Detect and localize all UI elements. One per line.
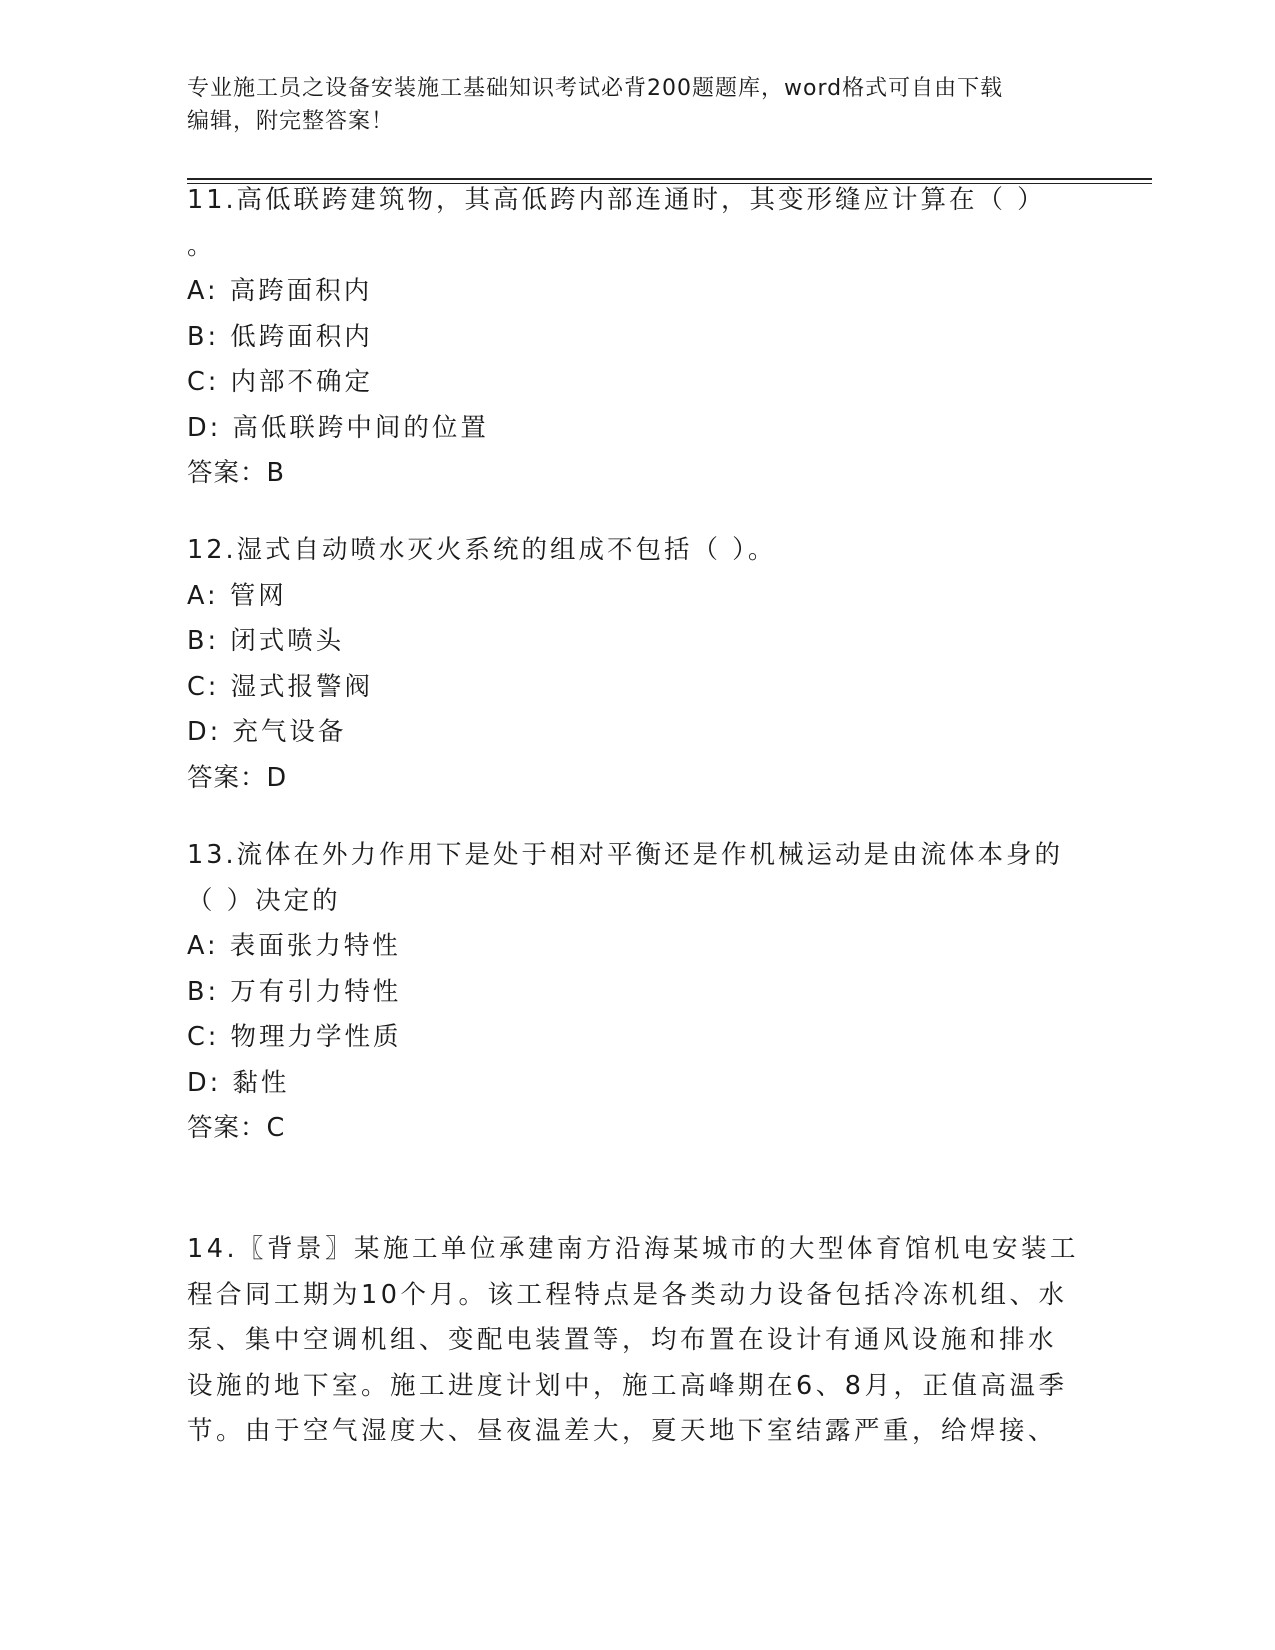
question-stem [187,528,1067,574]
option-b: B: 万有引力特性 [187,976,402,1007]
option-a: A: 表面张力特性 [187,931,401,961]
stem-line: 程合同工期为10个月。该工程特点是各类动力设备包括冷冻机组、水 [187,1279,1068,1310]
option-d: D: 充气设备 [187,717,347,747]
question-12 [187,528,1067,801]
question-stem [187,833,1067,924]
answer-line: 答案：B [187,458,285,488]
header-title-line1: 专业施工员之设备安装施工基础知识考试必背200题题库，word格式可自由下载 [187,76,1004,101]
stem-line: 。 [187,230,216,261]
question-stem [187,1227,1080,1455]
header-title-line2: 编辑，附完整答案！ [187,109,395,134]
question-11 [187,178,1067,497]
document-header [187,72,1087,138]
stem-line: （ ）决定的 [187,885,341,916]
question-14 [187,1227,1080,1455]
stem-line: 11.高低联跨建筑物，其高低跨内部连通时，其变形缝应计算在（ ） [187,185,1046,215]
question-stem [187,178,1067,269]
option-c: C: 物理力学性质 [187,1022,402,1052]
option-d: D: 高低联跨中间的位置 [187,412,489,443]
option-b: B: 闭式喷头 [187,626,345,656]
option-a: A: 管网 [187,580,287,611]
question-13 [187,833,1067,1152]
stem-line: 节。由于空气湿度大、昼夜温差大，夏天地下室结露严重，给焊接、 [187,1416,1058,1446]
answer-line: 答案：C [187,1113,286,1143]
stem-line: 13.流体在外力作用下是处于相对平衡还是作机械运动是由流体本身的 [187,840,1064,870]
option-b: B: 低跨面积内 [187,321,373,352]
option-d: D: 黏性 [187,1067,290,1098]
option-c: C: 湿式报警阀 [187,671,374,702]
option-a: A: 高跨面积内 [187,276,373,306]
stem-line: 12.湿式自动喷水灭火系统的组成不包括（ ）。 [187,535,777,565]
answer-line: 答案：D [187,762,288,793]
option-c: C: 内部不确定 [187,367,374,397]
stem-line: 14.〖背景〗某施工单位承建南方沿海某城市的大型体育馆机电安装工 [187,1234,1080,1264]
stem-line: 设施的地下室。施工进度计划中，施工高峰期在6、8月，正值高温季 [187,1370,1068,1401]
stem-line: 泵、集中空调机组、变配电装置等，均布置在设计有通风设施和排水 [187,1325,1058,1355]
